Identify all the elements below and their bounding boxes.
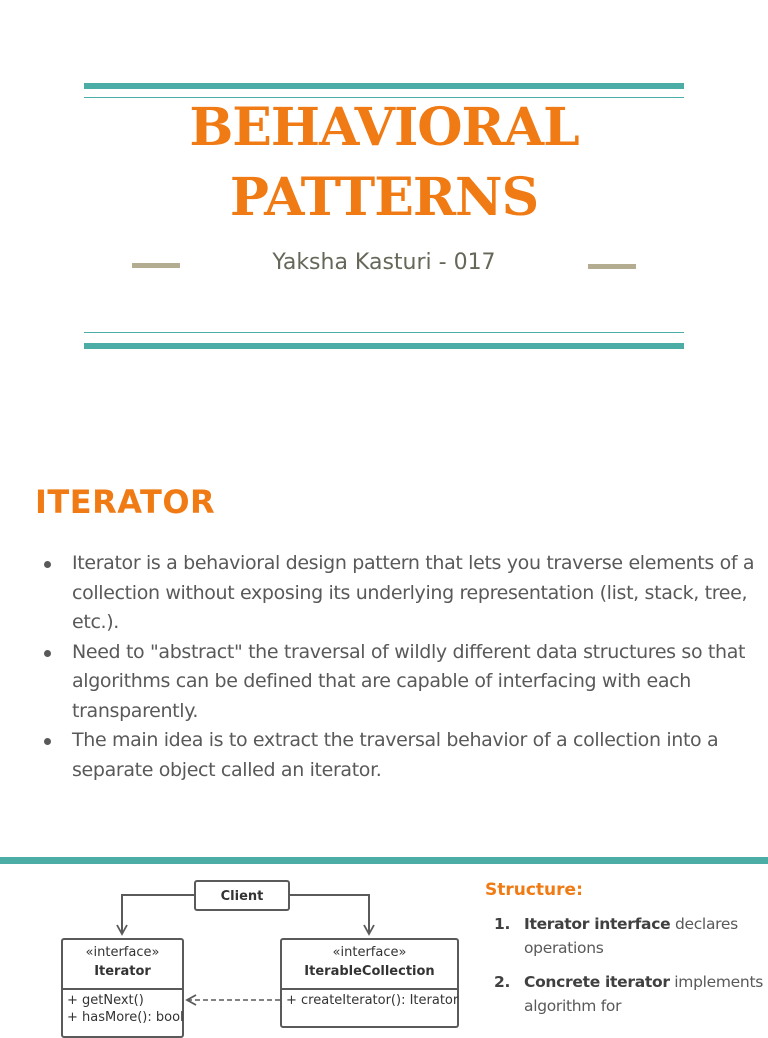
- subtitle-right-dash: [588, 264, 636, 269]
- iterator-header: [63, 940, 182, 981]
- structure-item: [494, 971, 764, 1018]
- subtitle-author: Yaksha Kasturi - 017: [272, 250, 496, 275]
- subtitle-left-dash: [132, 263, 180, 268]
- structure-heading: Structure:: [485, 880, 583, 900]
- structure-item-text: declares operations: [524, 915, 738, 957]
- structure-list: [494, 913, 764, 1029]
- collection-stereotype: «interface»: [332, 945, 407, 960]
- title-top-thick-rule: [84, 83, 684, 89]
- collection-op: + createIterator(): Iterator: [286, 993, 459, 1008]
- slide-title: [84, 93, 684, 233]
- structure-item-term: Iterator interface: [524, 915, 671, 933]
- title-bottom-thick-rule: [84, 343, 684, 349]
- iterator-bullet-list: [35, 549, 755, 785]
- structure-item-number: 2.: [494, 973, 511, 991]
- title-line-1: BEHAVIORAL: [189, 97, 579, 158]
- title-line-2: PATTERNS: [229, 167, 539, 228]
- bullet-item: Iterator is a behavioral design pattern that lets you traverse elements of a collection without exposing its underlying representation (list, stack, tree, etc.).: [35, 549, 755, 638]
- uml-collection-box: [280, 938, 459, 1028]
- structure-item-term: Concrete iterator: [524, 973, 670, 991]
- client-to-iterator-connector: [122, 895, 195, 934]
- client-to-collection-connector: [289, 895, 369, 934]
- title-bottom-thin-rule: [84, 332, 684, 333]
- structure-item-number: 1.: [494, 915, 511, 933]
- collection-name: IterableCollection: [304, 964, 435, 979]
- iterator-op: + hasMore(): bool: [67, 1010, 184, 1025]
- slide3-top-rule: [0, 857, 768, 864]
- collection-operations: [282, 990, 457, 1011]
- iterator-name: Iterator: [94, 964, 151, 979]
- iterator-op: + getNext(): [67, 993, 144, 1008]
- uml-client-box: [194, 880, 290, 911]
- bullet-item: The main idea is to extract the traversal behavior of a collection into a separate object called an iterator.: [35, 726, 755, 785]
- structure-item-text: implements algorithm for: [524, 973, 763, 1015]
- bullet-item: Need to "abstract" the traversal of wildly different data structures so that algorithms can be defined that are capable of interfacing with each transparently.: [35, 638, 755, 727]
- iterator-stereotype: «interface»: [85, 945, 160, 960]
- uml-iterator-box: [61, 938, 184, 1038]
- iterator-operations: [63, 990, 182, 1028]
- collection-header: [282, 940, 457, 981]
- structure-item: [494, 913, 764, 960]
- client-label: Client: [220, 889, 264, 904]
- iterator-heading: ITERATOR: [35, 483, 216, 521]
